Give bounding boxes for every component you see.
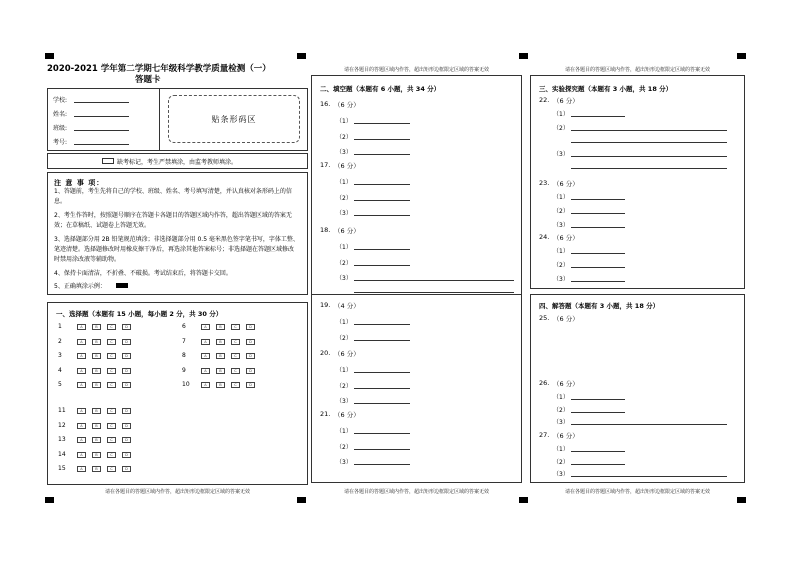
answer-line[interactable]: [571, 424, 727, 425]
answer-line[interactable]: [354, 215, 410, 216]
sub-question-label: （1）: [553, 248, 569, 255]
question-score: （6 分）: [553, 315, 579, 323]
choice-option-bubble[interactable]: C: [107, 353, 116, 359]
absent-mark-note: 缺考标记，考生严禁填涂，由监考教师填涂。: [117, 159, 238, 166]
choice-option-bubble[interactable]: A: [77, 339, 86, 345]
answer-line[interactable]: [571, 227, 625, 228]
sub-question-label: （3）: [336, 149, 352, 156]
page-subtitle: 答题卡: [135, 75, 161, 85]
choice-option-bubble[interactable]: C: [231, 368, 240, 374]
registration-mark: [737, 497, 746, 503]
choice-number: 9: [182, 366, 186, 374]
solve-section: [530, 294, 745, 483]
question-number: 18.: [320, 226, 331, 234]
question-number: 24.: [539, 233, 550, 241]
answer-line[interactable]: [571, 199, 625, 200]
sub-question-label: （2）: [336, 259, 352, 267]
info-field-input[interactable]: [74, 144, 129, 145]
answer-line[interactable]: [571, 412, 625, 413]
choice-option-bubble[interactable]: C: [107, 339, 116, 345]
choice-option-bubble[interactable]: B: [92, 437, 101, 443]
choice-option-bubble[interactable]: C: [107, 408, 116, 414]
choice-option-bubble[interactable]: A: [201, 382, 210, 388]
sub-question-label: （3）: [336, 398, 352, 405]
fill-header: 二、填空题（本题有 6 小题，共 34 分）: [320, 85, 441, 93]
choice-option-bubble[interactable]: D: [122, 339, 131, 345]
choice-number: 5: [58, 381, 62, 388]
choice-option-bubble[interactable]: A: [77, 382, 86, 388]
choice-option-bubble[interactable]: D: [246, 324, 255, 330]
choice-option-bubble[interactable]: B: [92, 382, 101, 388]
choice-option-bubble[interactable]: B: [92, 466, 101, 472]
question-number: 27.: [539, 431, 550, 439]
info-field-input[interactable]: [74, 102, 129, 103]
choice-option-bubble[interactable]: A: [77, 423, 86, 429]
choice-option-bubble[interactable]: B: [92, 423, 101, 429]
registration-mark: [45, 497, 54, 503]
sub-question-label: （3）: [553, 419, 569, 426]
sub-question-label: （2）: [553, 125, 569, 132]
question-score: （6 分）: [334, 101, 360, 109]
sub-question-label: （2）: [336, 133, 352, 141]
choice-number: 10: [182, 381, 190, 388]
choice-option-bubble[interactable]: D: [246, 353, 255, 359]
sub-question-label: （2）: [336, 194, 352, 202]
sub-question-label: （2）: [336, 443, 352, 451]
question-score: （6 分）: [553, 432, 579, 440]
info-field-label: 学校:: [53, 97, 68, 104]
answer-line[interactable]: [354, 139, 410, 140]
choice-section: [47, 302, 308, 485]
sub-question-label: （1）: [553, 111, 569, 118]
choice-number: 4: [58, 366, 62, 374]
choice-option-bubble[interactable]: C: [107, 437, 116, 443]
choice-number: 1: [58, 323, 62, 330]
registration-mark: [45, 53, 54, 59]
question-score: （6 分）: [334, 162, 360, 170]
registration-mark: [519, 53, 528, 59]
sub-question-label: （1）: [553, 446, 569, 453]
sub-question-label: （2）: [553, 458, 569, 466]
choice-option-bubble[interactable]: C: [231, 382, 240, 388]
answer-line[interactable]: [354, 388, 410, 389]
answer-line[interactable]: [354, 292, 514, 293]
barcode-area[interactable]: [168, 95, 300, 143]
info-field-label: 姓名:: [53, 111, 68, 118]
question-number: 25.: [539, 314, 550, 322]
registration-mark: [519, 497, 528, 503]
sub-question-label: （3）: [336, 459, 352, 466]
answer-line[interactable]: [571, 476, 727, 477]
choice-option-bubble[interactable]: D: [246, 368, 255, 374]
question-number: 26.: [539, 379, 550, 387]
choice-option-bubble[interactable]: B: [216, 324, 225, 330]
answer-area-notice: 请在各题目的答题区域内作答，超出矩形边框限定区域的答案无效: [564, 489, 710, 495]
notes-item: 2、考生作答时，按照题号顺序在答题卡各题目的答题区域内作答，超出答题区域的答案无效；在草稿纸、试题卷上答题无效。: [54, 212, 292, 229]
sub-question-label: （1）: [336, 179, 352, 186]
choice-number: 6: [182, 323, 186, 330]
choice-option-bubble[interactable]: B: [92, 324, 101, 330]
question-number: 19.: [320, 301, 331, 309]
sub-question-label: （3）: [553, 222, 569, 229]
choice-number: 7: [182, 337, 186, 345]
notes-item: 4、保持卡面清洁，不折叠、不破损。考试结束后，将答题卡交回。: [54, 270, 232, 277]
question-score: （6 分）: [553, 180, 579, 188]
answer-area-notice: 请在各题目的答题区域内作答，超出矩形边框限定区域的答案无效: [104, 489, 250, 495]
notes-title: 注 意 事 项：: [54, 179, 105, 187]
answer-area-notice: 请在各题目的答题区域内作答，超出矩形边框限定区域的答案无效: [564, 67, 710, 73]
sub-question-label: （2）: [336, 334, 352, 342]
solve-header: 四、解答题（本题有 3 小题，共 18 分）: [539, 302, 660, 310]
absent-mark-box[interactable]: [102, 158, 114, 164]
sub-question-label: （3）: [336, 275, 352, 282]
answer-line[interactable]: [571, 451, 625, 452]
sub-question-label: （3）: [553, 151, 569, 158]
answer-line[interactable]: [354, 280, 514, 281]
choice-option-bubble[interactable]: A: [77, 452, 86, 458]
choice-option-bubble[interactable]: D: [122, 408, 131, 414]
answer-line[interactable]: [571, 156, 727, 157]
sub-question-label: （2）: [553, 406, 569, 414]
question-score: （6 分）: [553, 234, 579, 242]
question-score: （6 分）: [334, 411, 360, 419]
choice-option-bubble[interactable]: D: [122, 437, 131, 443]
choice-option-bubble[interactable]: B: [92, 368, 101, 374]
answer-line[interactable]: [354, 372, 410, 373]
student-info-panel: [47, 88, 308, 151]
sub-question-label: （3）: [336, 210, 352, 217]
choice-option-bubble[interactable]: A: [201, 339, 210, 345]
sub-question-label: （2）: [336, 382, 352, 390]
sub-question-label: （1）: [336, 118, 352, 125]
choice-option-bubble[interactable]: C: [231, 339, 240, 345]
question-number: 22.: [539, 96, 550, 104]
registration-mark: [737, 53, 746, 59]
choice-option-bubble[interactable]: B: [216, 368, 225, 374]
answer-line[interactable]: [354, 154, 410, 155]
answer-line[interactable]: [354, 249, 410, 250]
choice-option-bubble[interactable]: A: [77, 353, 86, 359]
sub-question-label: （2）: [553, 262, 569, 269]
answer-line[interactable]: [354, 449, 410, 450]
sub-question-label: （1）: [553, 394, 569, 401]
answer-line[interactable]: [571, 253, 625, 254]
question-number: 20.: [320, 349, 331, 357]
choice-option-bubble[interactable]: A: [77, 437, 86, 443]
choice-option-bubble[interactable]: A: [201, 353, 210, 359]
choice-option-bubble[interactable]: A: [201, 368, 210, 374]
notes-item: 5、正确填涂示例：: [54, 283, 106, 290]
question-number: 21.: [320, 410, 331, 418]
choice-number: 11: [58, 407, 66, 414]
choice-header: 一、选择题（本题有 15 小题，每小题 2 分，共 30 分）: [56, 310, 223, 318]
answer-line[interactable]: [354, 200, 410, 201]
notes-panel: [47, 172, 308, 295]
fill-section: [311, 75, 522, 483]
question-number: 16.: [320, 100, 331, 108]
sub-question-label: （1）: [336, 244, 352, 251]
answer-line[interactable]: [571, 281, 625, 282]
choice-option-bubble[interactable]: C: [231, 324, 240, 330]
answer-line[interactable]: [571, 116, 625, 117]
question-score: （6 分）: [553, 380, 579, 388]
choice-number: 8: [182, 352, 186, 359]
answer-line[interactable]: [571, 267, 625, 268]
choice-option-bubble[interactable]: C: [107, 466, 116, 472]
choice-option-bubble[interactable]: A: [201, 324, 210, 330]
choice-option-bubble[interactable]: B: [216, 339, 225, 345]
info-field-label: 考号:: [53, 139, 68, 146]
answer-line[interactable]: [354, 265, 410, 266]
answer-line[interactable]: [354, 340, 410, 341]
info-field-label: 班级:: [53, 125, 68, 132]
choice-option-bubble[interactable]: B: [216, 353, 225, 359]
question-score: （6 分）: [553, 97, 579, 105]
choice-option-bubble[interactable]: D: [122, 423, 131, 429]
answer-area-notice: 请在各题目的答题区域内作答，超出矩形边框限定区域的答案无效: [343, 489, 489, 495]
question-score: （4 分）: [334, 302, 360, 310]
question-number: 17.: [320, 161, 331, 169]
answer-line[interactable]: [571, 130, 727, 131]
choice-option-bubble[interactable]: D: [122, 368, 131, 374]
sub-question-label: （3）: [553, 276, 569, 283]
choice-option-bubble[interactable]: C: [107, 423, 116, 429]
info-divider: [159, 89, 160, 150]
choice-option-bubble[interactable]: D: [246, 382, 255, 388]
choice-option-bubble[interactable]: A: [77, 466, 86, 472]
experiment-header: 三、实验探究题（本题有 3 小题，共 18 分）: [539, 85, 673, 93]
answer-line[interactable]: [571, 142, 727, 143]
choice-number: 12: [58, 421, 66, 429]
choice-option-bubble[interactable]: A: [77, 408, 86, 414]
choice-option-bubble[interactable]: D: [246, 339, 255, 345]
sub-question-label: （1）: [553, 194, 569, 201]
barcode-label: 贴条形码区: [211, 115, 257, 124]
choice-option-bubble[interactable]: B: [92, 339, 101, 345]
answer-line[interactable]: [571, 213, 625, 214]
choice-option-bubble[interactable]: B: [92, 408, 101, 414]
choice-number: 2: [58, 337, 62, 345]
choice-option-bubble[interactable]: D: [122, 382, 131, 388]
info-field-input[interactable]: [74, 130, 129, 131]
choice-option-bubble[interactable]: B: [92, 452, 101, 458]
notes-item: 3、选择题部分用 2B 铅笔规范填涂；非选择题部分用 0.5 毫米黑色签字笔书写，字体工整、笔迹清楚。选择题修改时用橡皮擦干净后，再选涂其他答案标号；非选择题在答题区域修改时禁用涂改液等辅助物。: [54, 236, 299, 263]
answer-line[interactable]: [354, 433, 410, 434]
answer-line[interactable]: [354, 184, 410, 185]
info-field-input[interactable]: [74, 116, 129, 117]
choice-option-bubble[interactable]: A: [77, 324, 86, 330]
choice-option-bubble[interactable]: D: [122, 353, 131, 359]
choice-option-bubble[interactable]: C: [107, 452, 116, 458]
answer-line[interactable]: [571, 168, 727, 169]
choice-option-bubble[interactable]: A: [77, 368, 86, 374]
sub-question-label: （1）: [336, 428, 352, 435]
sub-question-label: （1）: [336, 319, 352, 326]
choice-number: 13: [58, 436, 66, 443]
fill-divider: [312, 294, 521, 295]
answer-line[interactable]: [354, 464, 410, 465]
sub-question-label: （3）: [553, 471, 569, 478]
experiment-section: [530, 75, 745, 289]
fill-example-icon: [116, 283, 128, 288]
choice-option-bubble[interactable]: D: [122, 324, 131, 330]
choice-option-bubble[interactable]: B: [216, 382, 225, 388]
question-score: （6 分）: [334, 350, 360, 358]
absent-mark-panel: [47, 153, 308, 169]
page-title: 2020-2021 学年第二学期七年级科学教学质量检测（一）: [47, 64, 271, 74]
choice-option-bubble[interactable]: D: [122, 452, 131, 458]
answer-line[interactable]: [354, 403, 410, 404]
registration-mark: [297, 53, 306, 59]
choice-option-bubble[interactable]: B: [92, 353, 101, 359]
answer-line[interactable]: [354, 324, 410, 325]
choice-option-bubble[interactable]: C: [107, 324, 116, 330]
registration-mark: [297, 497, 306, 503]
question-score: （6 分）: [334, 227, 360, 235]
sub-question-label: （1）: [336, 367, 352, 374]
answer-line[interactable]: [571, 399, 625, 400]
notes-item: 1、答题前，考生先将自己的学校、班级、姓名、考号填写清楚，并认真核对条形码上的信息。: [54, 188, 292, 205]
answer-line[interactable]: [354, 123, 410, 124]
choice-option-bubble[interactable]: D: [122, 466, 131, 472]
question-number: 23.: [539, 179, 550, 187]
choice-option-bubble[interactable]: C: [107, 382, 116, 388]
sub-question-label: （2）: [553, 208, 569, 215]
choice-option-bubble[interactable]: C: [107, 368, 116, 374]
choice-option-bubble[interactable]: C: [231, 353, 240, 359]
choice-number: 15: [58, 465, 66, 472]
choice-number: 3: [58, 352, 62, 359]
answer-area-notice: 请在各题目的答题区域内作答，超出矩形边框限定区域的答案无效: [343, 67, 489, 73]
answer-line[interactable]: [571, 464, 625, 465]
choice-number: 14: [58, 450, 66, 458]
